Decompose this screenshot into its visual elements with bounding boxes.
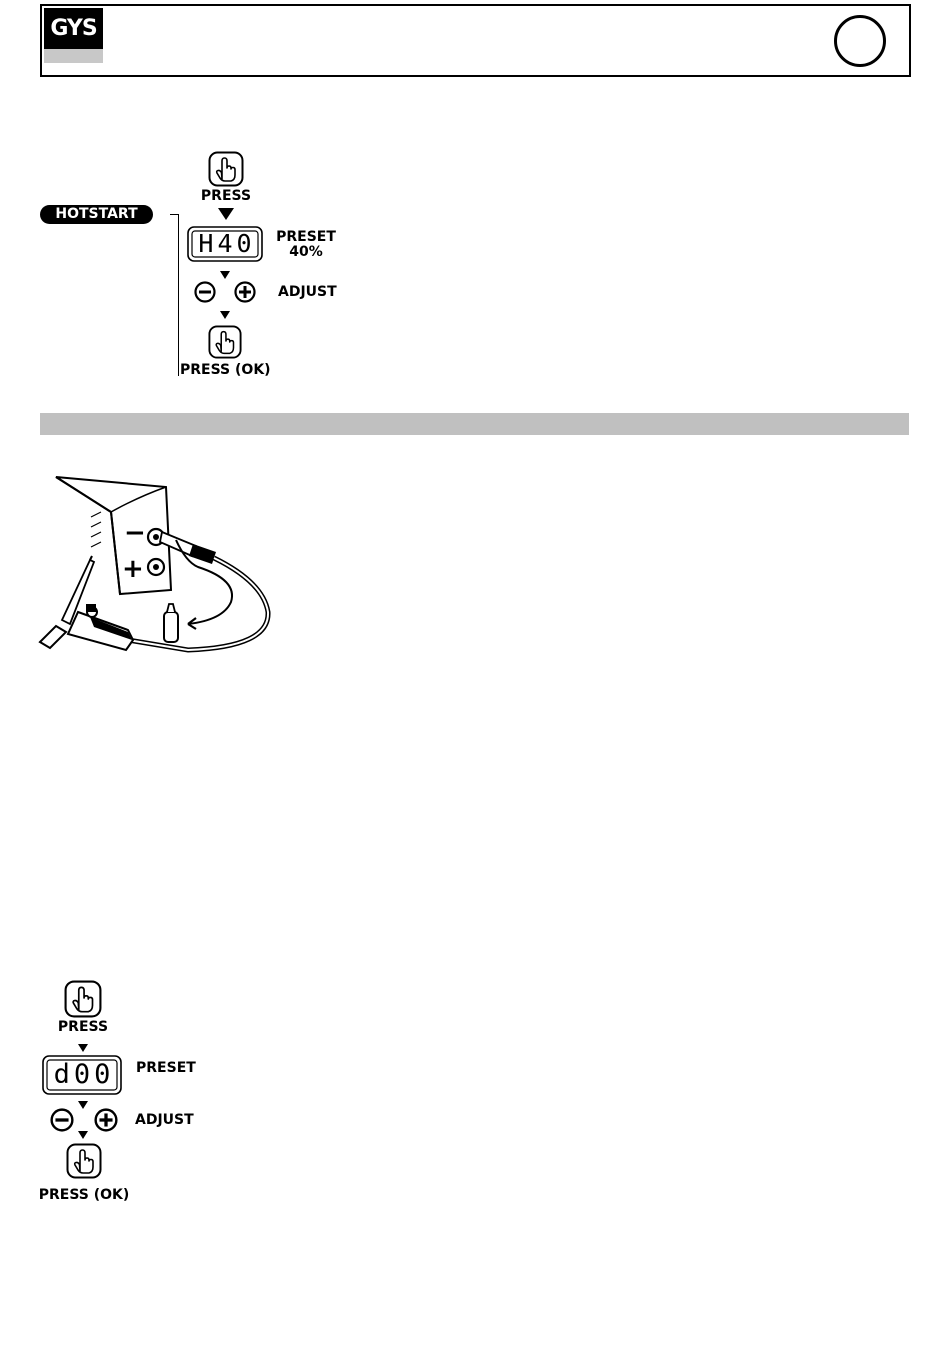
preset-value: 40% <box>289 244 323 260</box>
welding-connection-illustration <box>38 472 278 662</box>
bracket-line <box>178 214 179 376</box>
header-box <box>40 4 911 77</box>
minus-button-icon[interactable] <box>50 1108 74 1132</box>
minus-terminal-sign: − <box>124 518 146 548</box>
arrow-down-icon <box>218 208 234 220</box>
hand-press-ok-icon[interactable] <box>66 1143 102 1179</box>
plus-button-icon[interactable] <box>234 281 256 303</box>
hand-press-ok-icon[interactable] <box>208 325 242 359</box>
lcd-value: d00 <box>53 1059 115 1090</box>
logo-stripe <box>44 49 103 63</box>
hand-press-icon[interactable] <box>208 151 244 187</box>
bracket-top <box>170 214 178 215</box>
hotstart-badge: HOTSTART <box>40 205 153 224</box>
arrow-down-icon <box>78 1131 88 1139</box>
section-divider-bar <box>40 413 909 435</box>
logo-text: GYS <box>50 16 97 41</box>
arrow-down-icon <box>220 271 230 279</box>
lcd-value: H40 <box>198 229 256 258</box>
press-ok-label: PRESS (OK) <box>180 362 271 378</box>
plus-button-icon[interactable] <box>94 1108 118 1132</box>
plus-terminal-sign: + <box>122 554 144 584</box>
preset-label: PRESET <box>136 1060 196 1076</box>
arrow-down-icon <box>78 1044 88 1052</box>
adjust-label: ADJUST <box>135 1112 194 1128</box>
preset-label: PRESET <box>276 229 336 245</box>
hand-press-icon[interactable] <box>64 980 102 1018</box>
arrow-down-icon <box>220 311 230 319</box>
gys-logo <box>44 8 103 63</box>
adjust-label: ADJUST <box>278 284 337 300</box>
minus-button-icon[interactable] <box>194 281 216 303</box>
arrow-down-icon <box>78 1101 88 1109</box>
press-label: PRESS <box>200 188 252 204</box>
press-ok-label: PRESS (OK) <box>38 1187 130 1203</box>
language-circle <box>834 15 886 67</box>
press-label: PRESS <box>57 1019 109 1035</box>
